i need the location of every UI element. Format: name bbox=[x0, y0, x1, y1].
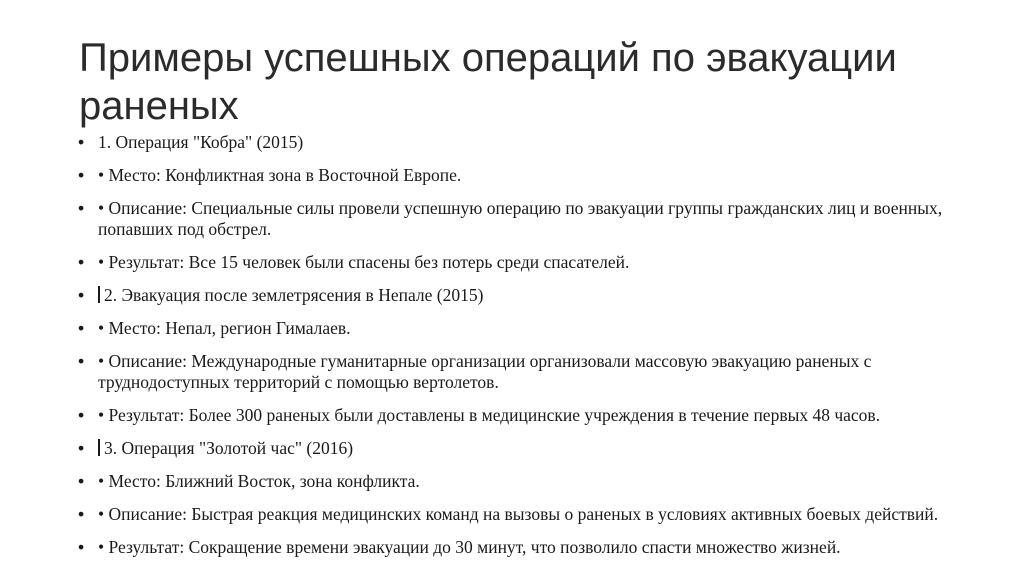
bullet-text: • Результат: Более 300 раненых были доставлены в медицинские учреждения в течение первых 48 часов. bbox=[98, 405, 881, 425]
bullet-dot-icon: • bbox=[78, 318, 85, 338]
bullet-text: 3. Операция "Золотой час" (2016) bbox=[104, 438, 354, 458]
bullet-text: • Результат: Сокращение времени эвакуации до 30 минут, что позволило спасти множество жизней. bbox=[98, 537, 841, 557]
bullet-item bbox=[78, 438, 958, 459]
bullet-dot-icon: • bbox=[78, 198, 85, 218]
bullet-text: • Результат: Все 15 человек были спасены без потерь среди спасателей. bbox=[98, 252, 630, 272]
bullet-text: • Описание: Быстрая реакция медицинских команд на вызовы о раненых в условиях активных боевых действий. bbox=[98, 504, 939, 524]
bullet-item bbox=[78, 285, 958, 306]
bullet-dot-icon: • bbox=[78, 438, 85, 458]
bullet-item bbox=[78, 165, 958, 186]
bullet-dot-icon: • bbox=[78, 537, 85, 557]
bullet-text: 2. Эвакуация после землетрясения в Непале (2015) bbox=[104, 285, 484, 305]
bullet-item bbox=[78, 471, 958, 492]
bullet-text: • Описание: Специальные силы провели успешную операцию по эвакуации группы гражданских лиц и военных, попавших под обстрел. bbox=[98, 198, 943, 239]
bullet-text: • Место: Конфликтная зона в Восточной Европе. bbox=[98, 165, 462, 185]
bullet-text: • Место: Ближний Восток, зона конфликта. bbox=[98, 471, 420, 491]
bullet-item bbox=[78, 132, 958, 153]
bullet-dot-icon: • bbox=[78, 285, 85, 305]
text-cursor-bar-icon bbox=[98, 439, 100, 456]
bullet-item bbox=[78, 405, 958, 426]
text-cursor-bar-icon bbox=[98, 286, 100, 303]
bullet-item bbox=[78, 252, 958, 273]
bullet-dot-icon: • bbox=[78, 252, 85, 272]
bullet-item bbox=[78, 504, 958, 525]
bullet-dot-icon: • bbox=[78, 165, 85, 185]
bullet-list bbox=[78, 132, 958, 570]
bullet-dot-icon: • bbox=[78, 132, 85, 152]
bullet-text: • Описание: Международные гуманитарные организации организовали массовую эвакуацию раненых с труднодоступных территорий с помощью вертолетов. bbox=[98, 351, 872, 392]
bullet-item bbox=[78, 318, 958, 339]
bullet-text: 1. Операция "Кобра" (2015) bbox=[98, 132, 304, 152]
bullet-dot-icon: • bbox=[78, 504, 85, 524]
bullet-dot-icon: • bbox=[78, 351, 85, 371]
bullet-text: • Место: Непал, регион Гималаев. bbox=[98, 318, 351, 338]
bullet-item bbox=[78, 537, 958, 558]
bullet-item bbox=[78, 351, 958, 393]
bullet-dot-icon: • bbox=[78, 405, 85, 425]
bullet-dot-icon: • bbox=[78, 471, 85, 491]
slide-title: Примеры успешных операций по эвакуации раненых bbox=[79, 36, 897, 128]
bullet-item bbox=[78, 198, 958, 240]
